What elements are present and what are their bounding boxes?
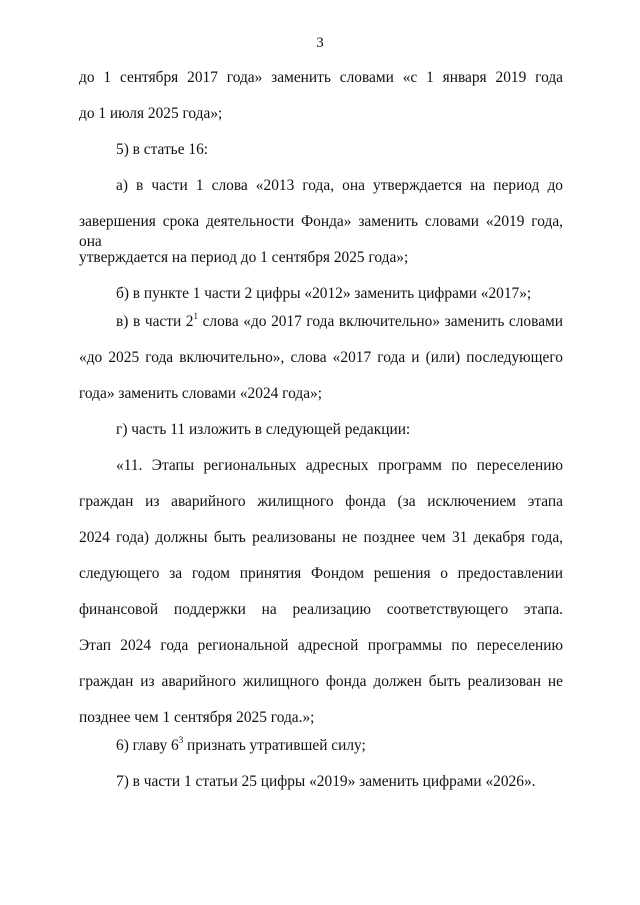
text-line: б) в пункте 1 части 2 цифры «2012» заменить цифрами «2017»;	[116, 285, 532, 302]
text-line: позднее чем 1 сентября 2025 года.»;	[79, 709, 315, 726]
text-line: года» заменить словами «2024 года»;	[79, 385, 322, 402]
text-line: финансовой поддержки на реализацию соответствующего этапа.	[79, 601, 563, 618]
text-line: 5) в статье 16:	[116, 141, 209, 158]
page-number: 3	[316, 35, 324, 51]
text-line: до 1 сентября 2017 года» заменить словами «с 1 января 2019 года	[79, 69, 563, 86]
superscript: 1	[193, 310, 198, 321]
text-segment: 6) главу 6	[116, 737, 179, 754]
text-segment: в) в части 2	[116, 313, 194, 330]
text-line: 2024 года) должны быть реализованы не позднее чем 31 декабря года,	[79, 529, 563, 546]
text-line: следующего за годом принятия Фондом решения о предоставлении	[79, 565, 563, 582]
text-line: граждан из аварийного жилищного фонда (за исключением этапа	[79, 493, 563, 510]
text-segment: признать утратившей силу;	[183, 737, 366, 754]
text-line: «11. Этапы региональных адресных программ по переселению	[116, 457, 563, 474]
text-line: завершения срока деятельности Фонда» заменить словами «2019 года, она	[79, 213, 563, 250]
text-line	[116, 736, 366, 756]
superscript: 3	[178, 734, 184, 745]
text-line: а) в части 1 слова «2013 года, она утверждается на период до	[116, 177, 563, 194]
text-line: «до 2025 года включительно», слова «2017 года и (или) последующего	[79, 349, 563, 366]
text-line: граждан из аварийного жилищного фонда должен быть реализован не	[79, 673, 563, 690]
text-line	[116, 312, 563, 332]
text-line: г) часть 11 изложить в следующей редакции:	[116, 421, 411, 438]
text-line: до 1 июля 2025 года»;	[79, 105, 223, 122]
text-segment: слова «до 2017 года включительно» заменить словами	[197, 313, 563, 330]
text-line: 7) в части 1 статьи 25 цифры «2019» заменить цифрами «2026».	[116, 773, 536, 790]
text-line: Этап 2024 года региональной адресной программы по переселению	[79, 637, 563, 654]
text-line: утверждается на период до 1 сентября 2025 года»;	[79, 249, 409, 266]
